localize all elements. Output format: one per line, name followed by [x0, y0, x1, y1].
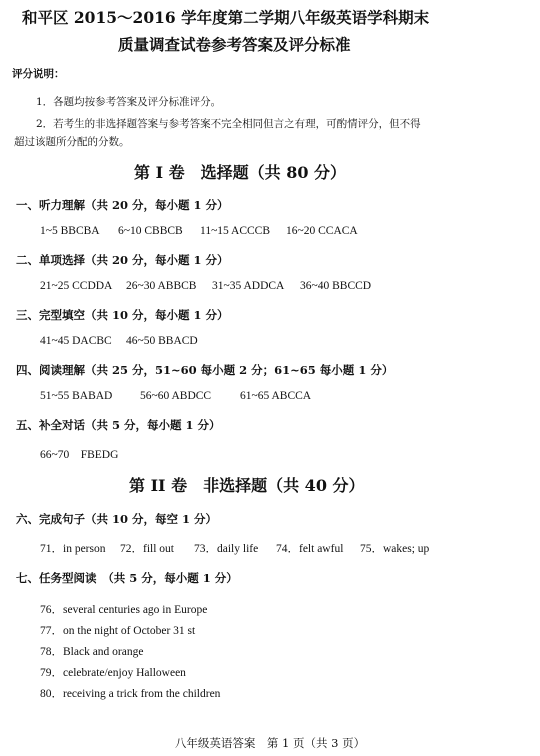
answer-group: 6~10 CBBCB: [118, 225, 183, 237]
rules-label: 评分说明：: [12, 68, 65, 80]
answer-group: 16~20 CCACA: [286, 225, 358, 237]
answer-group: 36~40 BBCCD: [300, 280, 372, 292]
section-3-answers: [40, 335, 198, 347]
answer-group: 61~65 ABCCA: [240, 390, 312, 402]
task-answer-76: 76．several centuries ago in Europe: [40, 604, 208, 616]
task-answer-80: 80．receiving a trick from the children: [40, 688, 221, 700]
answer-group: 1~5 BBCBA: [40, 225, 100, 237]
answer-item: 75．wakes; up: [360, 543, 430, 555]
section-4-heading: 四、阅读理解（共 25 分，51~60 每小题 2 分；61~65 每小题 1 分）: [16, 363, 394, 377]
answer-group: 26~30 ABBCB: [126, 280, 197, 292]
section-2-answers: [40, 280, 371, 292]
answer-item: 71．in person: [40, 543, 106, 555]
section-3-heading: 三、完型填空（共 10 分，每小题 1 分）: [16, 308, 229, 322]
volume-1-heading: 第 I 卷 选择题（共 80 分）: [134, 163, 347, 182]
section-5-answers: [40, 446, 118, 462]
title-line-2: 质量调查试卷参考答案及评分标准: [118, 35, 351, 54]
answer-group: 51~55 BABAD: [40, 390, 113, 402]
title-line-1: 和平区 2015～2016 学年度第二学期八年级英语学科期末: [22, 8, 430, 27]
answer-item: 72．fill out: [120, 543, 174, 555]
section-1-answers: [40, 225, 358, 237]
rule-2-continued: 超过该题所分配的分数。: [14, 136, 130, 148]
section-6-heading: 六、完成句子（共 10 分，每空 1 分）: [16, 512, 218, 526]
rule-2: 2．若考生的非选择题答案与参考答案不完全相同但言之有理，可酌情评分，但不得: [36, 118, 421, 130]
answer-group: 41~45 DACBC: [40, 335, 112, 347]
section-1-heading: 一、听力理解（共 20 分，每小题 1 分）: [16, 198, 229, 212]
answer-group: 66~70 FBEDG: [40, 449, 119, 461]
volume-2-heading: 第 II 卷 非选择题（共 40 分）: [129, 476, 365, 495]
answer-group: 11~15 ACCCB: [200, 225, 271, 237]
section-7-heading: 七、任务型阅读 （共 5 分，每小题 1 分）: [16, 571, 238, 585]
answer-group: 56~60 ABDCC: [140, 390, 212, 402]
section-6-answers: [40, 540, 429, 556]
answer-group: 21~25 CCDDA: [40, 280, 113, 292]
section-5-heading: 五、补全对话（共 5 分，每小题 1 分）: [16, 418, 221, 432]
answer-item: 73．daily life: [194, 543, 259, 555]
page-footer: 八年级英语答案 第 1 页（共 3 页）: [174, 736, 366, 750]
section-2-heading: 二、单项选择（共 20 分，每小题 1 分）: [16, 253, 229, 267]
answer-group: 31~35 ADDCA: [212, 280, 285, 292]
section-4-answers: [40, 390, 311, 402]
task-answer-77: 77．on the night of October 31 st: [40, 625, 196, 637]
task-answer-78: 78．Black and orange: [40, 646, 144, 658]
rule-1: 1．各题均按参考答案及评分标准评分。: [36, 96, 222, 108]
answer-group: 46~50 BBACD: [126, 335, 198, 347]
task-answer-79: 79．celebrate/enjoy Halloween: [40, 667, 186, 679]
answer-item: 74．felt awful: [276, 543, 344, 555]
